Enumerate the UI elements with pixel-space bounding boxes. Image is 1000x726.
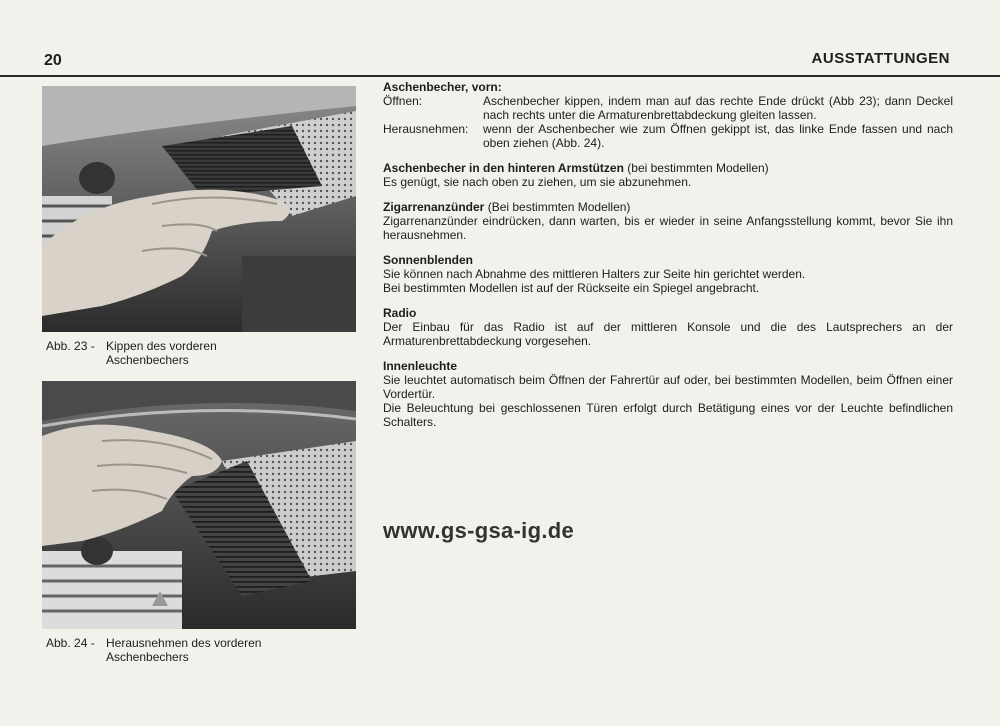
header-rule (0, 75, 1000, 77)
instructions-column (383, 80, 953, 440)
section-text: Zigarrenanzünder eindrücken, dann warten, bis er wieder in seine Anfangsstellung kommt, bevor Sie ihn herausnehmen. (383, 214, 953, 242)
section-heading: Zigarrenanzünder (383, 200, 485, 214)
figure-24-caption (46, 636, 261, 664)
section-heading: Radio (383, 306, 417, 320)
section-title: AUSSTATTUNGEN (811, 50, 950, 67)
website-watermark: www.gs-gsa-ig.de (383, 518, 575, 543)
section-text: Bei bestimmten Modellen ist auf der Rückseite ein Spiegel angebracht. (383, 281, 760, 295)
caption-line: Kippen des vorderen (106, 339, 217, 353)
term-text: wenn der Aschenbecher wie zum Öffnen gekippt ist, das linke Ende fassen und nach oben ziehen (Abb. 24). (483, 122, 953, 150)
term-text: Aschenbecher kippen, indem man auf das rechte Ende drückt (Abb 23); dann Deckel nach rechts unter die Armaturenbrettabdeckung gleiten lassen. (483, 94, 953, 122)
figure-23-photo (42, 86, 356, 332)
section-text: Der Einbau für das Radio ist auf der mittleren Konsole und die des Lautsprechers an der Armaturenbrettabdeckung vorgesehen. (383, 320, 953, 348)
term-label: Herausnehmen: (383, 122, 469, 136)
section-heading: Sonnenblenden (383, 253, 473, 267)
ashtray-rear-section (383, 161, 953, 189)
section-text: Es genügt, sie nach oben zu ziehen, um sie abzunehmen. (383, 175, 692, 189)
ashtray-front-section (383, 80, 953, 150)
lighter-section (383, 200, 953, 242)
figure-number: Abb. 23 - (46, 339, 95, 353)
caption-line: Herausnehmen des vorderen (106, 636, 262, 650)
section-heading: Aschenbecher, vorn: (383, 80, 502, 94)
section-text: Die Beleuchtung bei geschlossenen Türen erfolgt durch Betätigung eines vor der Leuchte befindlichen Schalters. (383, 401, 953, 429)
caption-line: Aschenbechers (106, 353, 189, 367)
section-note: (bei bestimmten Modellen) (627, 161, 769, 175)
figure-number: Abb. 24 - (46, 636, 95, 650)
caption-line: Aschenbechers (106, 650, 189, 664)
figure-24-photo (42, 381, 356, 629)
term-label: Öffnen: (383, 94, 423, 108)
section-heading: Aschenbecher in den hinteren Armstützen (383, 161, 624, 175)
radio-section (383, 306, 953, 348)
section-text: Sie leuchtet automatisch beim Öffnen der Fahrertür auf oder, bei bestimmten Modellen, beim Öffnen einer Vordertür. (383, 373, 953, 401)
figure-23-caption (46, 339, 217, 367)
interior-light-section (383, 359, 953, 429)
section-text: Sie können nach Abnahme des mittleren Halters zur Seite hin gerichtet werden. (383, 267, 806, 281)
page-number: 20 (44, 52, 62, 69)
visors-section (383, 253, 953, 295)
section-note: (Bei bestimmten Modellen) (487, 200, 631, 214)
section-heading: Innenleuchte (383, 359, 458, 373)
